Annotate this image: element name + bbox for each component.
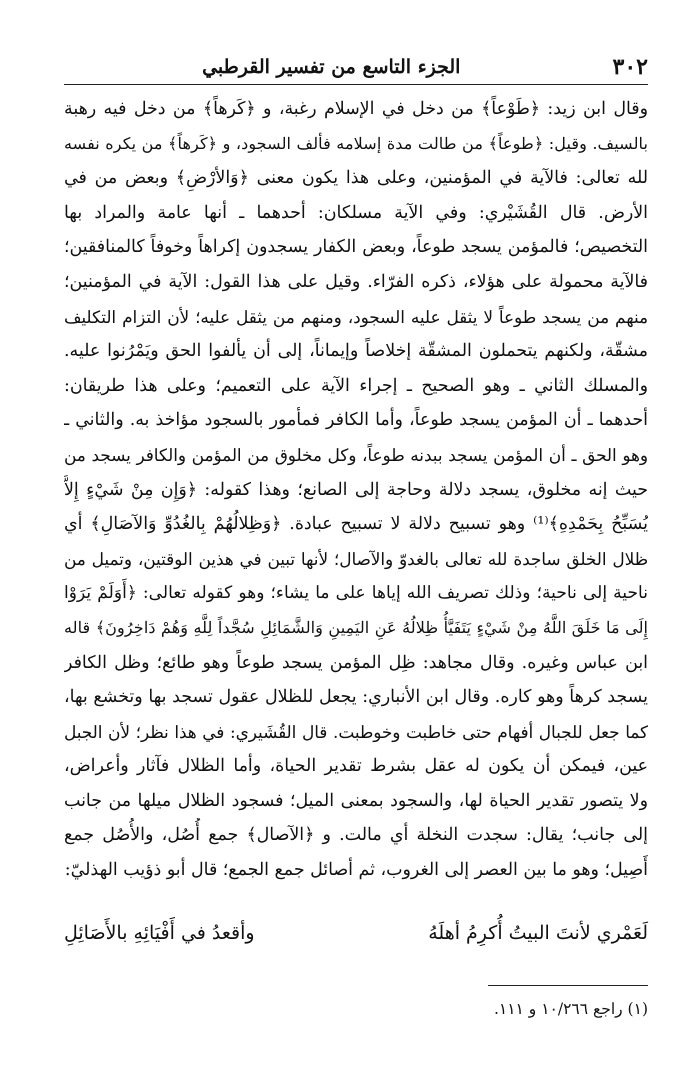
- text-line: ولا يتصور تقدير الحياة لها، والسجود بمعنى الميل؛ فسجود الظلال ميلها من جانب: [64, 790, 648, 811]
- text-line: ظلال الخلق ساجدة لله تعالى بالغدوّ والآصال؛ لأنها تبين في هذين الوقتين، وتميل من: [64, 548, 648, 569]
- body-text: [64, 92, 648, 888]
- poetry-verse: [64, 922, 648, 944]
- text-line: فالآية محمولة على هؤلاء، ذكره الفرّاء. وقيل على هذا القول: الآية في المؤمنين؛: [64, 271, 648, 292]
- text-line: حيث إنه مخلوق، يسجد دلالة وحاجة إلى الصانع؛ وهذا كقوله: ﴿وَإِن مِنْ شَيْءٍ إِلاَّ: [64, 479, 648, 500]
- text-line: والمسلك الثاني ـ وهو الصحيح ـ إجراء الآية على التعميم؛ وعلى هذا طريقان:: [64, 375, 648, 396]
- page-number: ٣٠٢: [612, 54, 648, 80]
- page-header: [64, 52, 648, 82]
- text-line: وهو الحق ـ أن المؤمن يسجد ببدنه طوعاً، وكل مخلوق من المؤمن والكافر يسجد من: [64, 444, 648, 465]
- text-line: التخصيص؛ فالمؤمن يسجد طوعاً، وبعض الكفار يسجدون إكراهاً وخوفاً كالمنافقين؛: [64, 237, 648, 258]
- text-line: إِلَى مَا خَلَقَ اللَّهُ مِنْ شَيْءٍ يَتَفَيَّأُ ظِلالُهُ عَنِ اليَمِينِ وَالشَّمَائِلِ سُجَّداً لِلَّهِ وَهُمْ دَاخِرُونَ﴾ قاله: [64, 617, 648, 637]
- footnote: (١) راجع ١٠/٢٦٦ و ١١١.: [493, 1000, 648, 1018]
- text-line: ناحية إلى ناحية؛ وذلك تصريف الله إياها على ما يشاء؛ وهو كقوله تعالى: ﴿أَوَلَمْ يَرَوْا: [64, 583, 648, 604]
- text-line: ابن عباس وغيره. وقال مجاهد: ظِل المؤمن يسجد طوعاً وهو طائع؛ وظل الكافر: [64, 652, 648, 673]
- footnote-divider: [488, 985, 648, 986]
- text-line: مشقّة، ولكنهم يتحملون المشقّة إخلاصاً وإيماناً، إلى أن يألفوا الحق ويَمْرُنوا عليه.: [64, 341, 648, 362]
- running-title: الجزء التاسع من تفسير القرطبي: [202, 56, 461, 78]
- text-line: كما جعل للجبال أفهام حتى خاطبت وخوطبت. قال القُشَيري: في هذا نظر؛ لأن الجبل: [64, 721, 648, 742]
- text-line: الأرض. قال القُشَيْري: وفي الآية مسلكان: أحدهما ـ أنها عامة والمراد بها: [64, 202, 648, 223]
- text-line: منهم من يسجد طوعاً لا يثقل عليه السجود، ومنهم من يثقل عليه؛ لأن التزام التكليف: [64, 306, 648, 327]
- text-line: يُسَبِّحُ بِحَمْدِهِ﴾⁽¹⁾ وهو تسبيح دلالة لا تسبيح عبادة. ﴿وَظِلالُهُمْ بِالغُدُوِّ وَالآصَالِ﴾ أي: [64, 514, 648, 535]
- text-line: إلى جانب؛ يقال: سجدت النخلة أي مالت. و ﴿الآصال﴾ جمع أُصُل، والأُصُل جمع: [64, 825, 648, 846]
- text-line: أحدهما ـ أن المؤمن يسجد طوعاً، وأما الكافر فمأمور بالسجود مؤاخذ به. والثاني ـ: [64, 410, 648, 431]
- text-line: عين، فيمكن أن يكون له عقل بشرط تقدير الحياة، وأما الظلال فآثار وأعراض،: [64, 756, 648, 777]
- verse-first-hemistich: لَعَمْري لأنتَ البيتُ أُكرِمُ أهلَهُ: [428, 922, 648, 944]
- header-divider: [64, 84, 648, 85]
- text-line: وقال ابن زيد: ﴿طَوْعاً﴾ من دخل في الإسلام رغبة، و ﴿كَرهاً﴾ من دخل فيه رهبة: [64, 99, 648, 119]
- verse-second-hemistich: وأقعدُ في أَفْيَائِهِ بالأَصَائِلِ: [64, 922, 255, 944]
- text-line: بالسيف. وقيل: ﴿طوعاً﴾ من طالت مدة إسلامه فألف السجود، و ﴿كَرهاً﴾ من يكره نفسه: [64, 133, 648, 153]
- text-line: يسجد كرهاً وهو كاره. وقال ابن الأنباري: يجعل للظلال عقول تسجد بها وتخشع بها،: [64, 687, 648, 708]
- text-line: لله تعالى: فالآية في المؤمنين، وعلى هذا يكون معنى ﴿وَالأرْضِ﴾ وبعض من في: [64, 168, 648, 189]
- text-line: أَصِيل؛ وهو ما بين العصر إلى الغروب، ثم أصائل جمع الجمع؛ قال أبو ذؤيب الهذليّ:: [64, 860, 648, 881]
